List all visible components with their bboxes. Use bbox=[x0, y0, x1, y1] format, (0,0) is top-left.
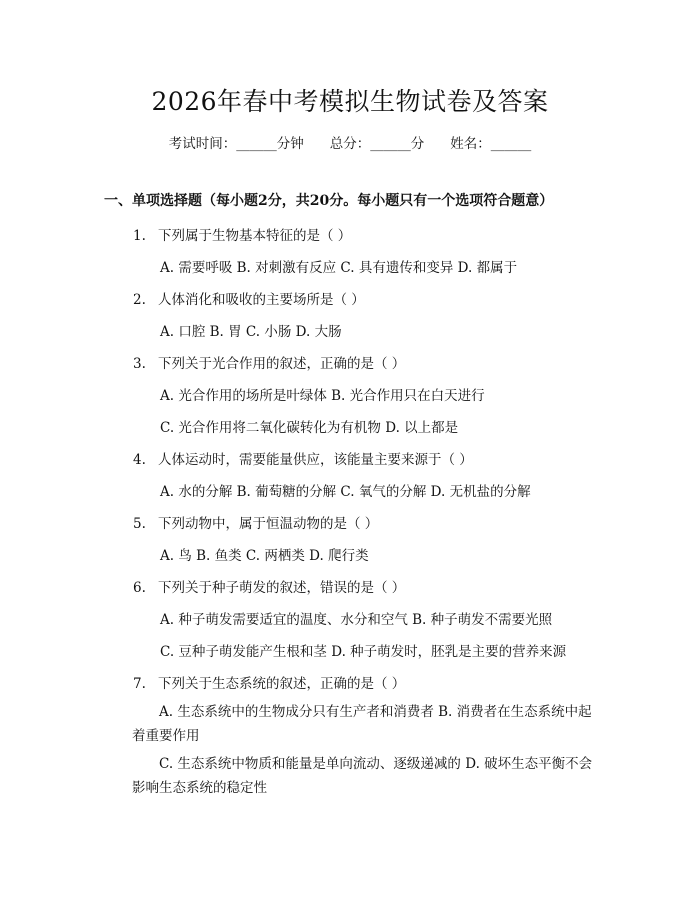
page-title: 2026年春中考模拟生物试卷及答案 bbox=[151, 87, 549, 116]
question-number: 4. bbox=[133, 452, 146, 468]
exam-meta bbox=[0, 132, 700, 152]
total-score-field: 总分：______分 bbox=[329, 136, 425, 152]
question-3 bbox=[133, 352, 405, 372]
question-6 bbox=[133, 576, 405, 596]
question-text: 下列关于光合作用的叙述，正确的是（ ） bbox=[158, 356, 406, 372]
exam-time-field: 考试时间：______分钟 bbox=[168, 136, 304, 152]
question-2 bbox=[133, 288, 365, 308]
question-1-options: A. 需要呼吸 B. 对刺激有反应 C. 具有遗传和变异 D. 都属于 bbox=[160, 260, 518, 276]
question-number: 5. bbox=[133, 516, 146, 532]
question-text: 下列关于生态系统的叙述，正确的是（ ） bbox=[158, 676, 406, 692]
question-4-options: A. 水的分解 B. 葡萄糖的分解 C. 氧气的分解 D. 无机盐的分解 bbox=[160, 484, 531, 500]
question-3-options-line-2: C. 光合作用将二氧化碳转化为有机物 D. 以上都是 bbox=[160, 420, 459, 436]
question-2-options: A. 口腔 B. 胃 C. 小肠 D. 大肠 bbox=[160, 324, 342, 340]
question-3-options-line-1: A. 光合作用的场所是叶绿体 B. 光合作用只在白天进行 bbox=[160, 388, 485, 404]
question-text: 下列动物中，属于恒温动物的是（ ） bbox=[158, 516, 379, 532]
section-heading: 一、单项选择题（每小题2分，共20分。每小题只有一个选项符合题意） bbox=[104, 193, 554, 209]
question-text: 下列关于种子萌发的叙述，错误的是（ ） bbox=[158, 580, 406, 596]
question-6-options-line-1: A. 种子萌发需要适宜的温度、水分和空气 B. 种子萌发不需要光照 bbox=[160, 612, 553, 628]
question-5-options: A. 鸟 B. 鱼类 C. 两栖类 D. 爬行类 bbox=[160, 548, 369, 564]
question-4 bbox=[133, 448, 473, 468]
question-7 bbox=[133, 672, 405, 692]
question-number: 1. bbox=[133, 228, 146, 244]
question-7-options-line-2: C. 生态系统中物质和能量是单向流动、逐级递减的 D. 破坏生态平衡不会影响生态系统的稳定性 bbox=[132, 756, 593, 796]
question-number: 6. bbox=[133, 580, 146, 596]
question-number: 3. bbox=[133, 356, 146, 372]
question-5 bbox=[133, 512, 378, 532]
question-6-options-line-2: C. 豆种子萌发能产生根和茎 D. 种子萌发时，胚乳是主要的营养来源 bbox=[160, 644, 567, 660]
question-text: 人体运动时，需要能量供应，该能量主要来源于（ ） bbox=[158, 452, 473, 468]
question-number: 7. bbox=[133, 676, 146, 692]
question-text: 下列属于生物基本特征的是（ ） bbox=[158, 228, 352, 244]
question-7-options-line-1: A. 生态系统中的生物成分只有生产者和消费者 B. 消费者在生态系统中起着重要作用 bbox=[132, 704, 592, 744]
question-number: 2. bbox=[133, 292, 146, 308]
question-text: 人体消化和吸收的主要场所是（ ） bbox=[158, 292, 365, 308]
student-name-field: 姓名：______ bbox=[450, 136, 532, 152]
question-1 bbox=[133, 224, 351, 244]
